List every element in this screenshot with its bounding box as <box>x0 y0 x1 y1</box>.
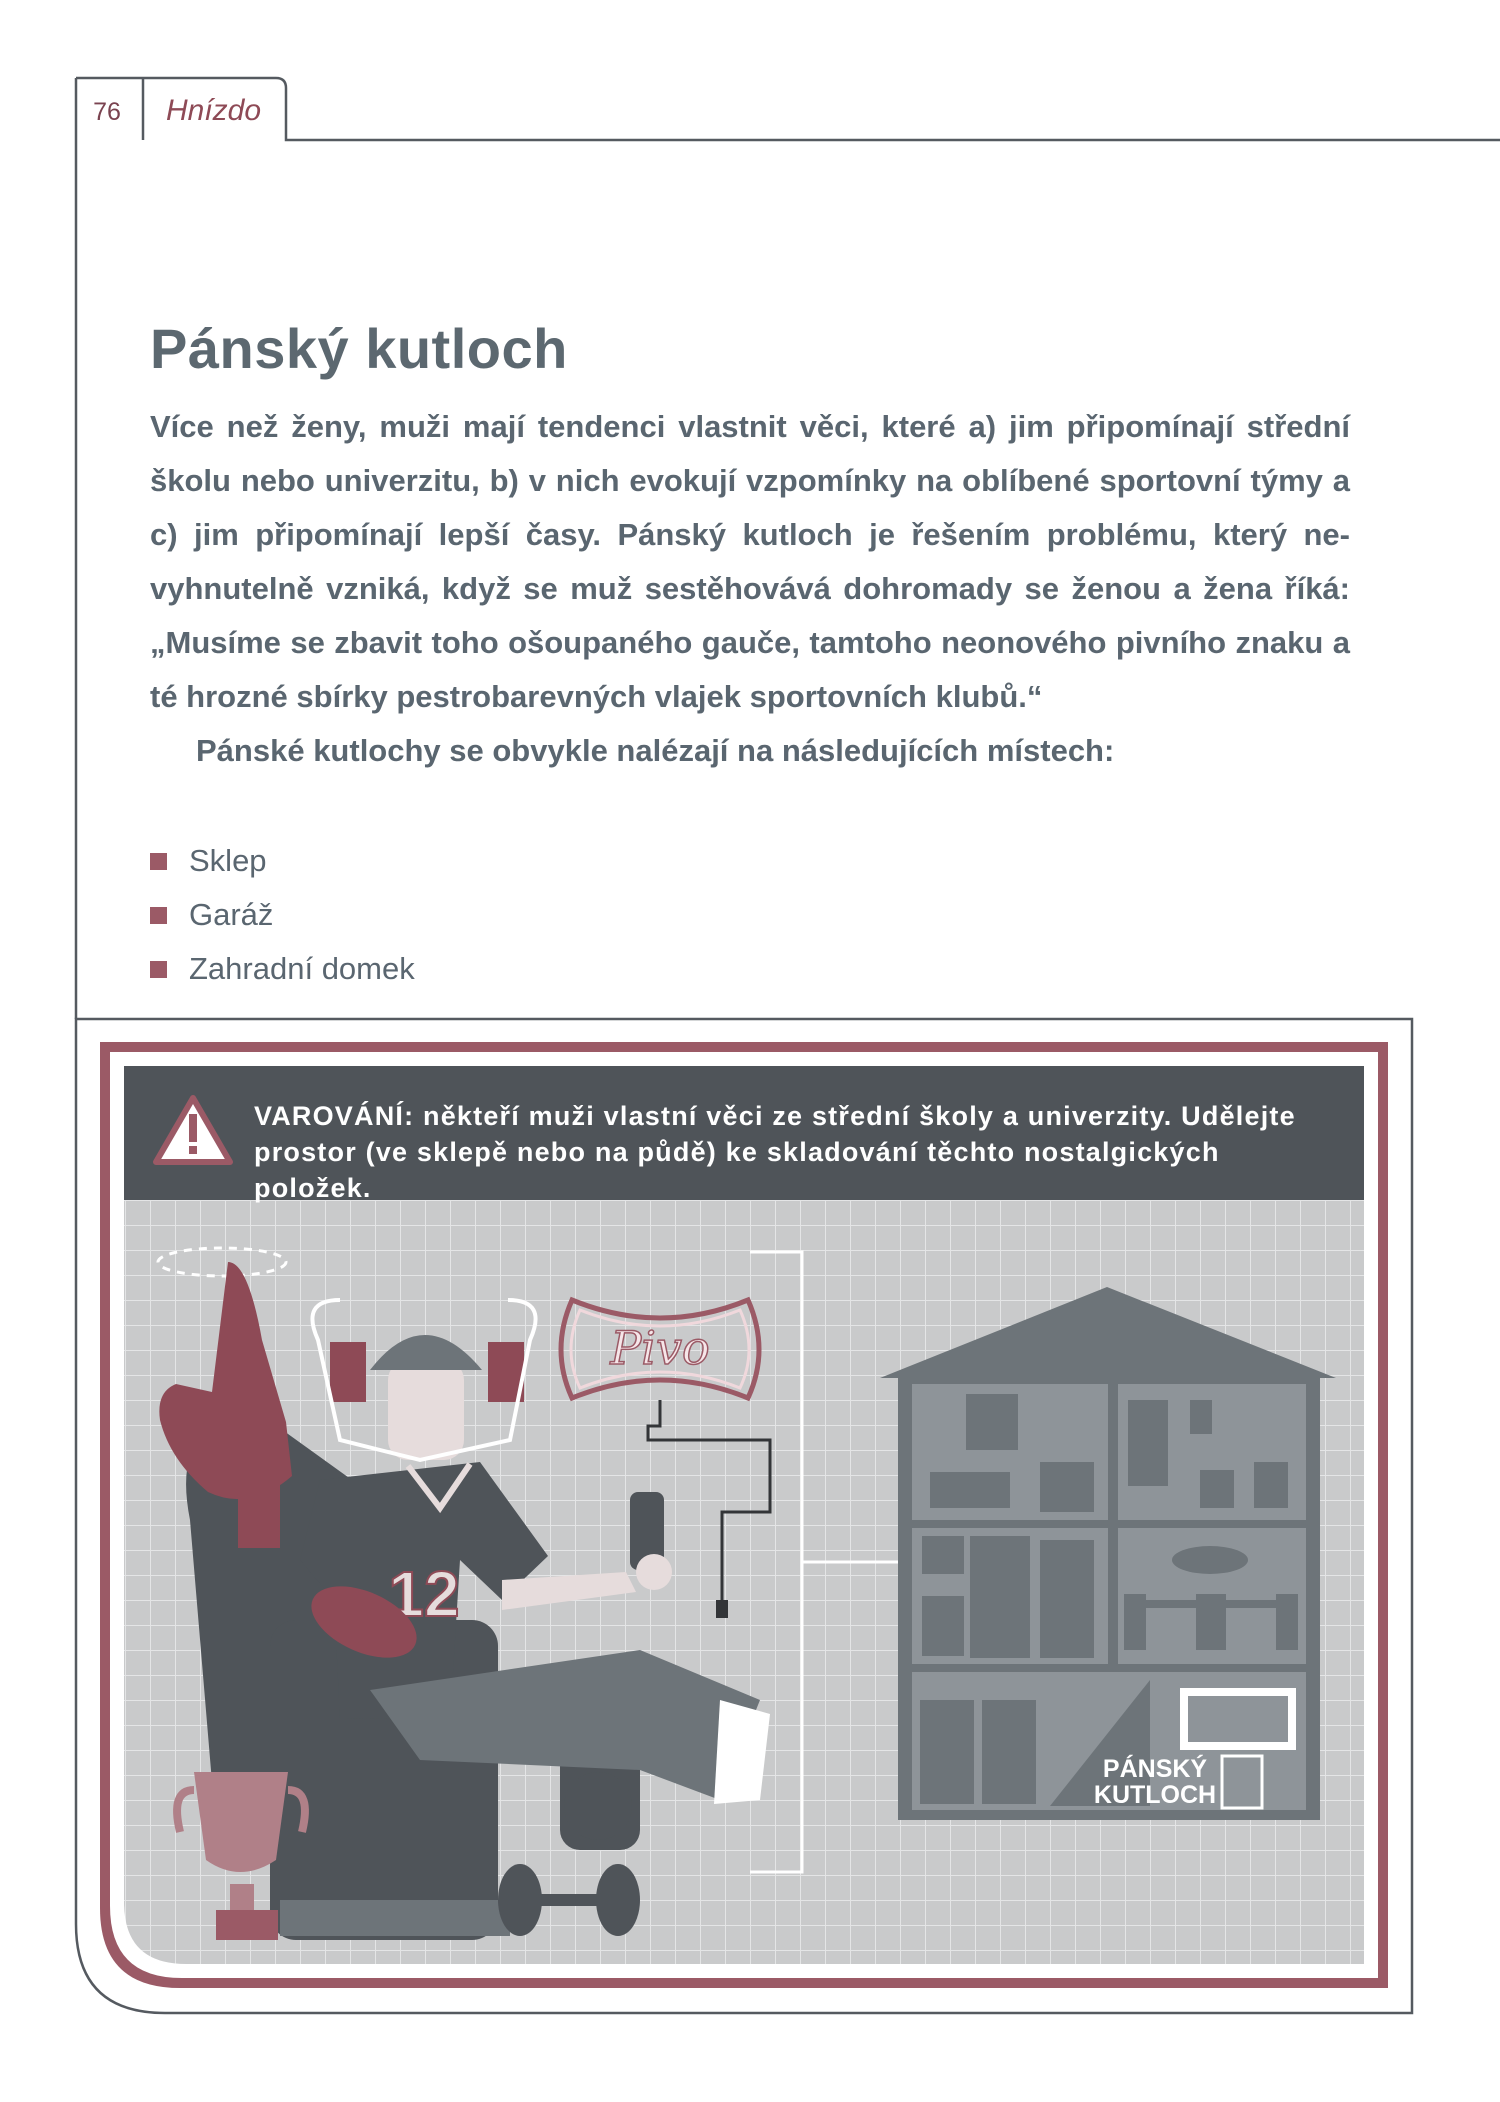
house-label-line1: PÁNSKÝ <box>1102 1755 1208 1783</box>
page-number: 76 <box>93 98 121 126</box>
paragraph-intro: Více než ženy, muži mají tendenci vlastnit věci, které a) jim připomínají střední školu nebo univerzitu, b) v nich evokují vzpomínky na oblíbené sportovní týmy a c) jim připomínají lepší časy. Pánský kutloch je řešením problému, který nevyhnutelně vzniká, když se muž sestěhovává dohromady se ženou a žena říká: „Musíme se zbavit toho ošoupaného gauče, tamtoho neonového pivního znaku a té hrozné sbírky pestrobarevných vlajek sportovních klubů.“ <box>150 409 1350 714</box>
house-cutaway <box>880 1287 1336 1820</box>
neon-sign-text: Pivo <box>610 1321 710 1375</box>
house-label <box>1080 1756 1230 1808</box>
running-head: Hnízdo <box>166 94 262 127</box>
list-item-label: Garáž <box>189 897 274 932</box>
warning-label: VAROVÁNÍ: <box>254 1101 415 1131</box>
jersey-number: 12 <box>388 1558 460 1630</box>
warning-body: někteří muži vlastní věci ze střední školy a univerzity. Udělejte prostor (ve sklepě nebo na půdě) ke skladování těchto nostalgických položek. <box>254 1101 1296 1203</box>
house-label-line2: KUTLOCH <box>1093 1781 1217 1809</box>
section-title: Pánský kutloch <box>150 317 568 380</box>
warning-text <box>254 1098 1334 1206</box>
paragraph-locations: Pánské kutlochy se obvykle nalézají na následujících místech: <box>196 733 1115 768</box>
list-item-label: Sklep <box>189 843 267 878</box>
list-item-label: Zahradní domek <box>189 951 415 986</box>
